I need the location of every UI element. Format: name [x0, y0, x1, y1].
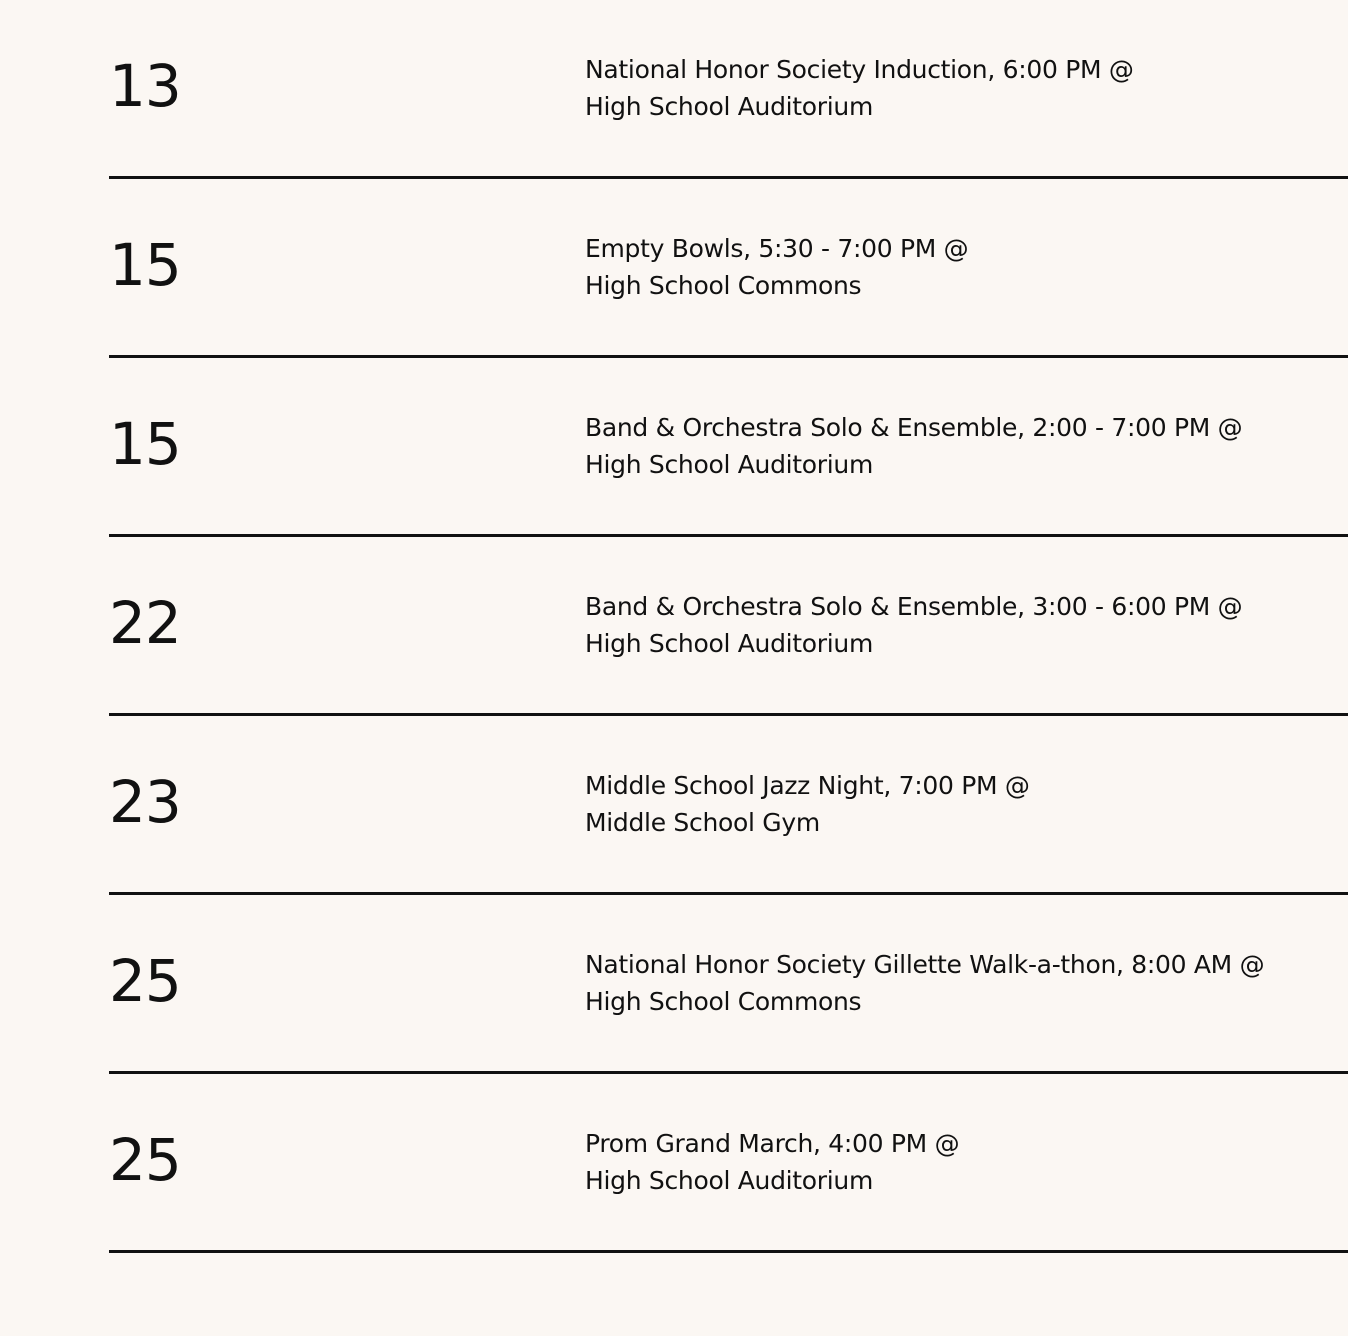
- event-description[interactable]: [585, 946, 1345, 1020]
- event-day: 23: [109, 768, 181, 836]
- event-day: 25: [109, 1126, 181, 1194]
- event-description[interactable]: [585, 230, 1345, 304]
- event-description[interactable]: [585, 1125, 1345, 1199]
- event-title: Band & Orchestra Solo & Ensemble, 2:00 - 7:00 PM @: [585, 413, 1243, 442]
- event-title: Middle School Jazz Night, 7:00 PM @: [585, 771, 1030, 800]
- event-title: National Honor Society Induction, 6:00 PM @: [585, 55, 1134, 84]
- events-list: [109, 0, 1348, 1253]
- event-day: 13: [109, 52, 181, 120]
- event-location: High School Auditorium: [585, 1166, 874, 1195]
- event-row: [109, 358, 1348, 537]
- event-location: High School Auditorium: [585, 629, 874, 658]
- event-description[interactable]: [585, 767, 1345, 841]
- event-row: [109, 0, 1348, 179]
- event-title: Prom Grand March, 4:00 PM @: [585, 1129, 960, 1158]
- event-day: 15: [109, 410, 181, 478]
- event-location: Middle School Gym: [585, 808, 820, 837]
- event-description[interactable]: [585, 51, 1345, 125]
- event-location: High School Auditorium: [585, 450, 874, 479]
- event-row: [109, 179, 1348, 358]
- event-description[interactable]: [585, 409, 1345, 483]
- event-day: 15: [109, 231, 181, 299]
- event-row: [109, 537, 1348, 716]
- event-title: Band & Orchestra Solo & Ensemble, 3:00 - 6:00 PM @: [585, 592, 1243, 621]
- event-row: [109, 1074, 1348, 1253]
- event-row: [109, 895, 1348, 1074]
- event-title: National Honor Society Gillette Walk-a-thon, 8:00 AM @: [585, 950, 1265, 979]
- event-day: 22: [109, 589, 181, 657]
- event-row: [109, 716, 1348, 895]
- event-location: High School Commons: [585, 271, 862, 300]
- event-location: High School Auditorium: [585, 92, 874, 121]
- event-location: High School Commons: [585, 987, 862, 1016]
- event-description[interactable]: [585, 588, 1345, 662]
- event-day: 25: [109, 947, 181, 1015]
- event-title: Empty Bowls, 5:30 - 7:00 PM @: [585, 234, 969, 263]
